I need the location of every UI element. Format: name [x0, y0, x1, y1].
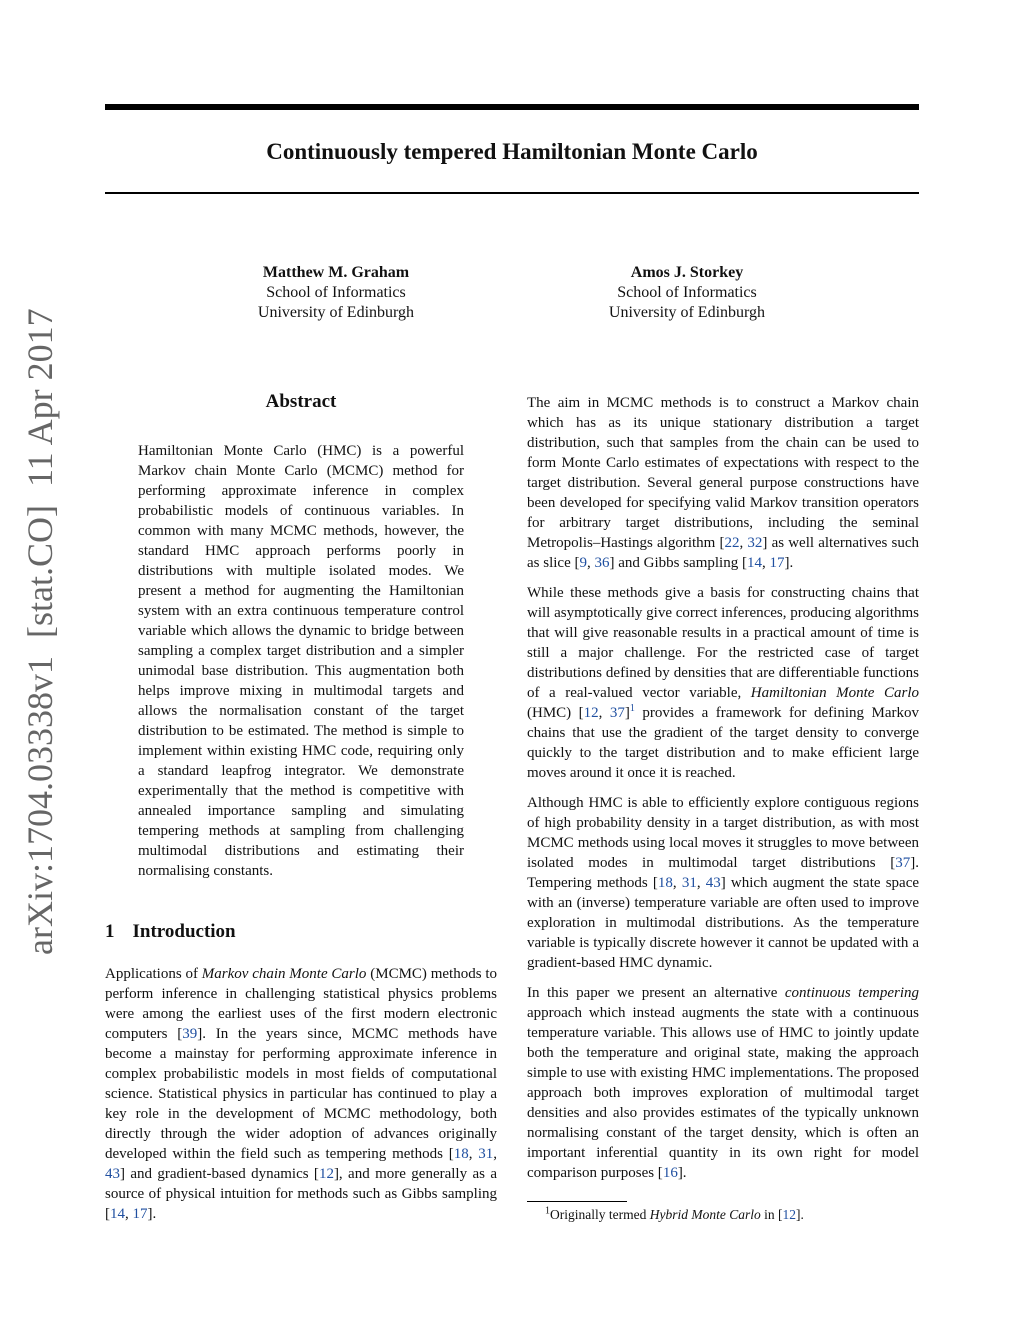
text-run: in [: [760, 1207, 783, 1222]
citation-link[interactable]: 31: [681, 875, 697, 891]
text-run: While these methods give a basis for constructing chains that will asymptotically give correct inferences, producing algorithms that will give reasonable results in a practical amount of time is still a major challenge. For the restricted case of target distributions defined by densities that are differentiable functions of a real-valued vector variable,: [527, 585, 919, 701]
citation-link[interactable]: 14: [110, 1206, 125, 1222]
text-run: ].: [784, 555, 794, 571]
section-title: Introduction: [132, 921, 236, 942]
title-bottom-rule: [105, 192, 919, 194]
text-run: ], and more generally as a source of physical intuition for methods such as Gibbs sampling [: [105, 1166, 497, 1222]
text-run: Originally termed: [550, 1207, 650, 1222]
text-run: ].: [795, 1207, 804, 1222]
citation-link[interactable]: 18: [657, 875, 673, 891]
text-run: ,: [672, 875, 682, 891]
citation-link[interactable]: 43: [705, 875, 721, 891]
author-block-2: [537, 263, 837, 323]
author-inst: University of Edinburgh: [257, 304, 415, 321]
text-run: ] and gradient-based dynamics [: [120, 1166, 319, 1182]
emphasis: Hybrid Monte Carlo: [649, 1207, 761, 1222]
right-column: [527, 393, 919, 1193]
text-run: The aim in MCMC methods is to construct a Markov chain which has as its unique stationary distribution a target distribution, such that samples from the chain can be used to form Monte Carlo estimates of expectations with respect to the target distribution. Several general purpose constructions have been developed for specifying valid Markov transition operators for arbitrary target distributions, including the seminal Metropolis–Hastings algorithm [: [527, 395, 919, 551]
citation-link[interactable]: 37: [609, 705, 625, 721]
paper-title: Continuously tempered Hamiltonian Monte Carlo: [266, 139, 758, 164]
citation-link[interactable]: 43: [105, 1166, 120, 1182]
text-run: ]. Tempering methods [: [527, 855, 919, 891]
citation-link[interactable]: 12: [782, 1207, 796, 1222]
emphasis: Hamiltonian Monte Carlo: [750, 685, 919, 701]
author-dept: School of Informatics: [617, 284, 757, 301]
citation-link[interactable]: 16: [662, 1165, 678, 1181]
text-run: Although HMC is able to efficiently explore contiguous regions of high probability density in a target distribution, as with most MCMC methods using local moves it struggles to move between isolated modes in multimodal target distributions [: [527, 795, 919, 871]
intro-paragraph-5: [527, 983, 919, 1183]
emphasis: Markov chain Monte Carlo: [201, 966, 367, 982]
intro-paragraph-4: [527, 793, 919, 973]
footnote-rule: [527, 1201, 627, 1202]
section-number: 1: [105, 921, 115, 942]
top-rule: [105, 104, 919, 110]
text-run: (MCMC) methods to perform inference in challenging statistical physics problems were among the earliest uses of the first modern electronic computers [: [105, 966, 497, 1042]
citation-link[interactable]: 17: [132, 1206, 148, 1222]
text-run: ,: [598, 705, 610, 721]
text-run: approach which instead augments the state with a continuous temperature variable. This allows use of HMC to jointly update both the temperature and original state, making the approach simple to use with existing HMC implementations. The proposed approach both improves exploration of multimodal target densities and also provides estimates of the typically unknown normalising constant of the target density, which is often an important inferential quantity in its own right for model comparison purposes [: [527, 1005, 919, 1181]
text-run: ,: [739, 535, 748, 551]
text-run: Applications of: [105, 966, 202, 982]
citation-link[interactable]: 9: [579, 555, 587, 571]
text-run: ].: [677, 1165, 687, 1181]
citation-link[interactable]: 17: [769, 555, 785, 571]
citation-link[interactable]: 12: [318, 1166, 334, 1182]
author-block-1: [186, 263, 486, 323]
text-run: ,: [761, 555, 770, 571]
citation-link[interactable]: 39: [182, 1026, 198, 1042]
footnote-1: [527, 1206, 937, 1224]
citation-link[interactable]: 12: [583, 705, 599, 721]
author-name: Matthew M. Graham: [262, 264, 410, 281]
text-run: ,: [493, 1146, 498, 1162]
text-run: provides a framework for defining Markov chains that use the gradient of the target density to converge quickly to the target distribution and to make efficient large moves around it once it is reached.: [527, 705, 919, 781]
section-heading-introduction: [105, 920, 236, 944]
arxiv-identifier: arXiv:1704.03338v1 [stat.CO] 11 Apr 2017: [20, 308, 60, 955]
footnote-marker-link[interactable]: 1: [629, 703, 635, 714]
text-run: (HMC) [: [527, 705, 584, 721]
text-run: ] as well alternatives such as slice [: [527, 535, 920, 571]
text-run: ].: [147, 1206, 157, 1222]
text-run: ] which augment the state space with an (inverse) temperature variable are often used to improve exploration in multimodal distributions. As the temperature variable is typically discrete however it cannot be updated with a gradient-based HMC dynamic.: [527, 875, 920, 971]
abstract-heading: Abstract: [265, 391, 337, 412]
intro-paragraph-1: [105, 964, 497, 1224]
citation-link[interactable]: 22: [724, 535, 740, 551]
text-run: ,: [586, 555, 595, 571]
citation-link[interactable]: 18: [453, 1146, 469, 1162]
abstract-text: Hamiltonian Monte Carlo (HMC) is a powerful Markov chain Monte Carlo (MCMC) method for performing approximate inference in complex probabilistic models of continuous variables. In common with many MCMC methods, however, the standard HMC approach performs poorly in distributions with multiple isolated modes. We present a method for augmenting the Hamiltonian system with an extra continuous temperature control variable which allows the dynamic to bridge between sampling a complex target distribution and a simpler unimodal base distribution. This augmentation both helps improve mixing in multimodal targets and allows the normalisation constant of the target distribution to be estimated. The method is simple to implement within existing HMC code, requiring only a standard leapfrog integrator. We demonstrate experimentally that the method is competitive with annealed importance sampling and simulating tempering methods at sampling from challenging multimodal distributions and estimating their normalising constants.: [138, 443, 464, 879]
text-run: ]: [624, 705, 630, 721]
emphasis: continuous tempering: [784, 985, 919, 1001]
citation-link[interactable]: 14: [746, 555, 762, 571]
text-run: ,: [125, 1206, 133, 1222]
footnote-mark: 1: [545, 1205, 550, 1217]
text-run: ] and Gibbs sampling [: [609, 555, 747, 571]
text-run: ,: [696, 875, 706, 891]
text-run: In this paper we present an alternative: [527, 985, 785, 1001]
citation-link[interactable]: 31: [478, 1146, 494, 1162]
author-name: Amos J. Storkey: [630, 264, 744, 281]
text-run: ,: [468, 1146, 479, 1162]
author-inst: University of Edinburgh: [608, 304, 766, 321]
text-run: ]. In the years since, MCMC methods have become a mainstay for performing approximate inference in complex probabilistic models in most fields of computational science. Statistical physics in particular has continued to play a key role in the development of MCMC methodology, both directly through the wider adoption of advances originally developed within the field such as tempering methods [: [105, 1026, 497, 1162]
citation-link[interactable]: 36: [594, 555, 610, 571]
citation-link[interactable]: 32: [747, 535, 763, 551]
intro-paragraph-2: [527, 393, 919, 573]
author-dept: School of Informatics: [266, 284, 406, 301]
intro-paragraph-3: [527, 583, 919, 783]
citation-link[interactable]: 37: [895, 855, 911, 871]
